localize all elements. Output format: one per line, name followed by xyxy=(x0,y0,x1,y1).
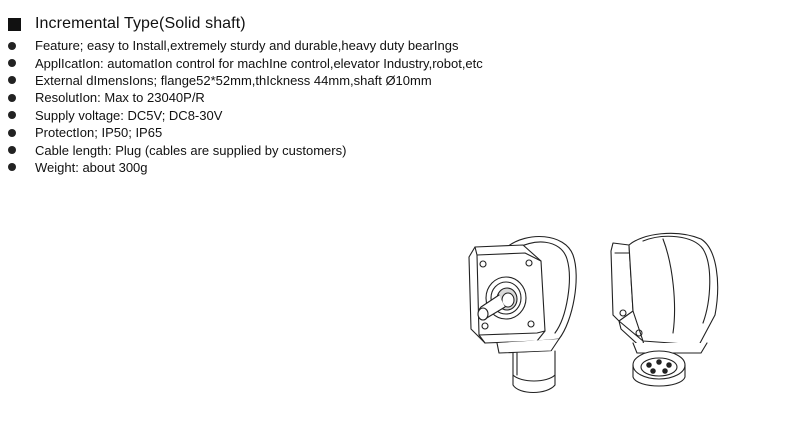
spec-text: ResolutIon: Max to 23040P/R xyxy=(35,90,205,106)
spec-item-supply-voltage xyxy=(8,107,483,124)
product-title: Incremental Type(Solid shaft) xyxy=(35,15,246,32)
spec-text: Cable length: Plug (cables are supplied by customers) xyxy=(35,142,347,158)
spec-text: Weight: about 300g xyxy=(35,159,148,175)
spec-item-dimensions xyxy=(8,72,483,89)
spec-item-protection xyxy=(8,124,483,141)
spec-item-weight xyxy=(8,159,483,176)
heading-bullet-square-icon xyxy=(8,18,21,31)
spec-text: External dImensIons; flange52*52mm,thIckness 44mm,shaft Ø10mm xyxy=(35,72,432,88)
bullet-dot-icon xyxy=(8,163,16,171)
encoder-figures xyxy=(455,225,755,415)
spec-text: Feature; easy to Install,extremely sturdy and durable,heavy duty bearIngs xyxy=(35,38,459,54)
bullet-dot-icon xyxy=(8,111,16,119)
section-heading xyxy=(8,14,246,34)
bullet-dot-icon xyxy=(8,59,16,67)
bullet-dot-icon xyxy=(8,76,16,84)
spec-item-feature xyxy=(8,37,483,54)
encoder-front-view-icon xyxy=(469,237,576,393)
encoder-drawings xyxy=(455,225,755,410)
spec-text: Supply voltage: DC5V; DC8-30V xyxy=(35,107,223,123)
spec-text: ProtectIon; IP50; IP65 xyxy=(35,125,163,141)
spec-list xyxy=(8,37,483,176)
bullet-dot-icon xyxy=(8,42,16,50)
spec-item-application xyxy=(8,54,483,71)
bullet-dot-icon xyxy=(8,94,16,102)
spec-item-cable-length xyxy=(8,141,483,158)
spec-item-resolution xyxy=(8,89,483,106)
bullet-dot-icon xyxy=(8,129,16,137)
bullet-dot-icon xyxy=(8,146,16,154)
spec-text: ApplIcatIon: automatIon control for machIne control,elevator Industry,robot,etc xyxy=(35,55,483,71)
encoder-rear-view-icon xyxy=(611,233,718,386)
